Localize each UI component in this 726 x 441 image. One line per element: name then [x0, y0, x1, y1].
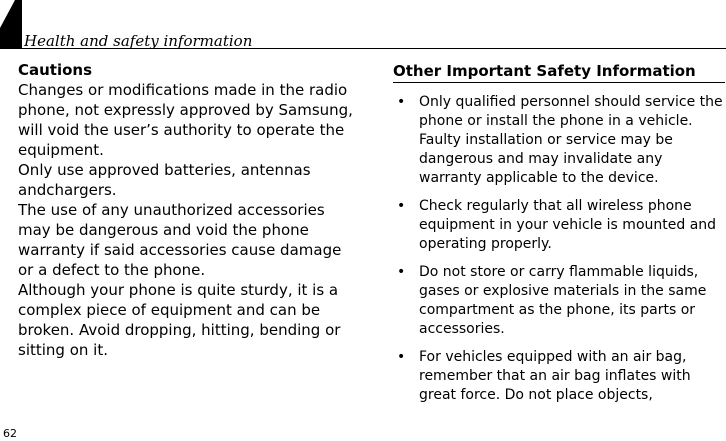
bullet-icon: • — [397, 349, 406, 365]
cautions-paragraph: The use of any unauthorized accessories may be dangerous and void the phone warranty if said accessories cause damage or a defect to the phone. — [18, 201, 342, 279]
list-item — [393, 93, 726, 188]
cautions-paragraph: Although your phone is quite sturdy, it is a complex piece of equipment and can be broken. Avoid dropping, hitting, bending or sitting on it. — [18, 281, 341, 359]
page-number: 62 — [3, 427, 17, 440]
bullet-icon: • — [397, 198, 406, 214]
other-safety-heading: Other Important Safety Information — [393, 62, 725, 83]
list-item — [393, 197, 726, 254]
bullet-icon: • — [397, 264, 406, 280]
page-header-title: Health and safety information — [24, 32, 253, 50]
list-item-text: Do not store or carry flammable liquids, gases or explosive materials in the same compartment as the phone, its parts or accessories. — [419, 264, 707, 337]
safety-bullet-list — [393, 93, 726, 405]
header-accent-bar — [0, 0, 22, 48]
other-safety-section — [393, 62, 726, 414]
list-item — [393, 348, 726, 405]
cautions-paragraph: Only use approved batteries, antennas andchargers. — [18, 161, 311, 199]
bullet-icon: • — [397, 94, 406, 110]
list-item-text: Only qualified personnel should service the phone or install the phone in a vehicle. Faulty installation or service may be dangerous and may invalidate any warranty applicable to the device. — [419, 94, 723, 186]
list-item-text: Check regularly that all wireless phone equipment in your vehicle is mounted and operating properly. — [419, 198, 717, 252]
cautions-heading: Cautions — [18, 61, 93, 79]
cautions-section — [18, 60, 356, 360]
list-item — [393, 263, 726, 339]
cautions-paragraph: Changes or modifications made in the radio phone, not expressly approved by Samsung, will void the user’s authority to operate the equipment. — [18, 81, 353, 159]
list-item-text: For vehicles equipped with an air bag, remember that an air bag inflates with great force. Do not place objects, — [419, 349, 691, 403]
